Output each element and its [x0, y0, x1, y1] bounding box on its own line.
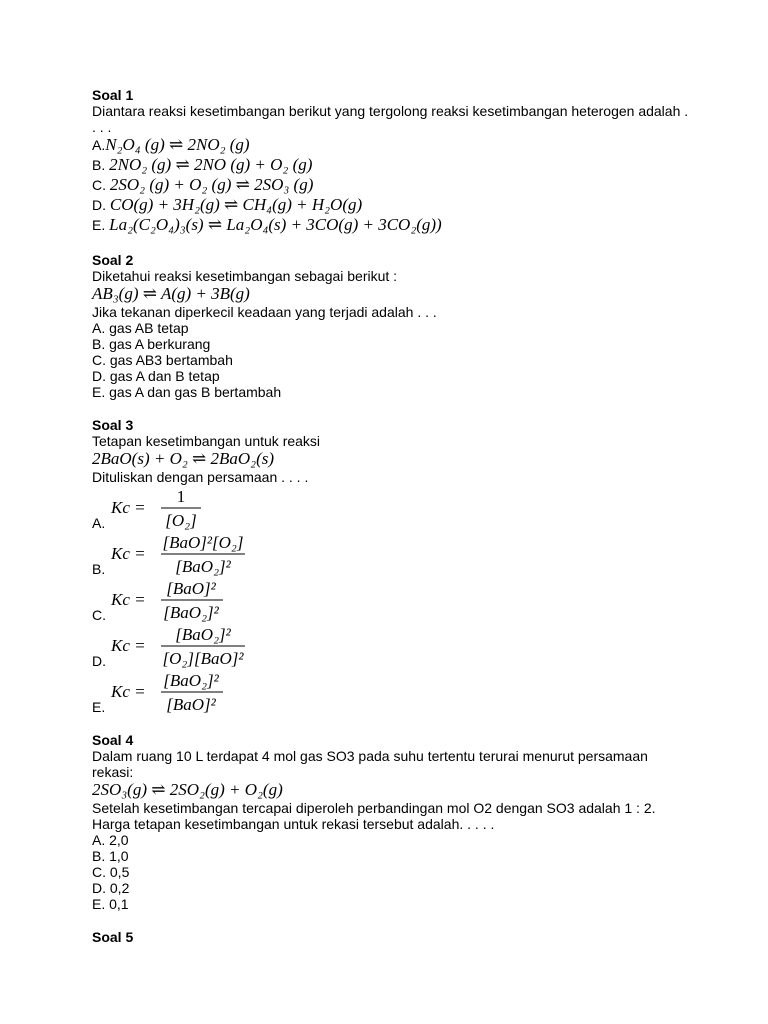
kc-lhs: Kc = [111, 590, 146, 609]
soal-4-option-a: A. 2,0 [92, 832, 129, 848]
option-label: A. [92, 515, 106, 531]
option-label: A. [92, 137, 106, 153]
soal-3-intro: Tetapan kesetimbangan untuk reaksi [92, 433, 321, 449]
kc-lhs: Kc = [111, 636, 146, 655]
soal-4-question: Setelah kesetimbangan tercapai diperoleh perbandingan mol O2 dengan SO3 adalah 1 : 2. Harga tetapan kesetimbangan untuk rekasi tersebut adalah. . . . . [92, 800, 656, 832]
option-equation: N₂O₄ (g) ⇌ 2NO₂ (g) [105, 135, 250, 154]
soal-2-equation: AB₃(g) ⇌ A(g) + 3B(g) [92, 284, 250, 303]
option-label: C. [92, 607, 106, 623]
soal-1-option-c [92, 175, 692, 195]
soal-3-question: Dituliskan dengan persamaan . . . . [92, 469, 309, 485]
soal-1-title: Soal 1 [92, 87, 134, 103]
option-equation: CO(g) + 3H₂(g) ⇌ CH₄(g) + H₂O(g) [109, 195, 363, 214]
option-label: D. [92, 197, 106, 213]
soal-3-option-e [92, 669, 692, 715]
option-label: B. [92, 157, 106, 173]
soal-4-intro: Dalam ruang 10 L terdapat 4 mol gas SO3 pada suhu tertentu terurai menurut persamaan rekasi: [92, 748, 648, 780]
soal-4 [92, 732, 692, 912]
fraction-denominator: [BaO]² [166, 695, 216, 714]
option-label: E. [92, 699, 106, 715]
fraction-numerator: [BaO₂]² [175, 625, 231, 644]
kc-lhs: Kc = [111, 682, 146, 701]
option-equation: 2SO₂ (g) + O₂ (g) ⇌ 2SO₃ (g) [109, 175, 314, 194]
fraction-formula [111, 669, 251, 715]
soal-1-option-d [92, 195, 692, 215]
soal-4-option-e: E. 0,1 [92, 896, 129, 912]
fraction-formula [111, 623, 271, 669]
soal-2-option-d: D. gas A dan B tetap [92, 368, 220, 384]
soal-2-option-c: C. gas AB3 bertambah [92, 352, 233, 368]
soal-3-option-a [92, 485, 692, 531]
kc-lhs: Kc = [111, 498, 146, 517]
soal-3-title: Soal 3 [92, 417, 134, 433]
fraction-numerator: [BaO]²[O₂] [162, 533, 244, 552]
soal-2-intro: Diketahui reaksi kesetimbangan sebagai berikut : [92, 268, 398, 284]
soal-2-option-b: B. gas A berkurang [92, 336, 211, 352]
fraction-formula [111, 485, 251, 531]
soal-3-option-c [92, 577, 692, 623]
soal-5-title: Soal 5 [92, 929, 134, 945]
fraction-numerator: 1 [176, 487, 186, 506]
soal-2-option-a: A. gas AB tetap [92, 320, 189, 336]
fraction-denominator: [O₂][BaO]² [162, 649, 244, 668]
soal-2-option-e: E. gas A dan gas B bertambah [92, 384, 282, 400]
soal-2-question: Jika tekanan diperkecil keadaan yang terjadi adalah . . . [92, 304, 437, 320]
fraction-numerator: [BaO]² [166, 579, 216, 598]
soal-2 [92, 252, 692, 400]
soal-4-equation: 2SO₃(g) ⇌ 2SO₂(g) + O₂(g) [92, 780, 283, 799]
document-page [92, 87, 692, 962]
fraction-formula [111, 531, 271, 577]
soal-3-option-b [92, 531, 692, 577]
soal-1-option-e [92, 215, 692, 235]
soal-1 [92, 87, 692, 235]
fraction-formula [111, 577, 251, 623]
soal-4-option-c: C. 0,5 [92, 864, 130, 880]
fraction-numerator: [BaO₂]² [163, 671, 219, 690]
option-equation: La₂(C₂O₄)₃(s) ⇌ La₂O₄(s) + 3CO(g) + 3CO₂(g)) [109, 215, 442, 234]
soal-4-title: Soal 4 [92, 732, 134, 748]
soal-4-option-d: D. 0,2 [92, 880, 130, 896]
option-equation: 2NO₂ (g) ⇌ 2NO (g) + O₂ (g) [109, 155, 313, 174]
fraction-denominator: [O₂] [165, 511, 197, 530]
soal-3-equation: 2BaO(s) + O₂ ⇌ 2BaO₂(s) [92, 449, 275, 468]
option-label: E. [92, 217, 106, 233]
option-label: C. [92, 177, 106, 193]
soal-3 [92, 417, 692, 715]
soal-1-option-a [92, 135, 692, 155]
soal-5 [92, 929, 692, 945]
fraction-denominator: [BaO₂]² [175, 557, 231, 576]
option-label: D. [92, 653, 106, 669]
soal-3-option-d [92, 623, 692, 669]
soal-4-option-b: B. 1,0 [92, 848, 129, 864]
kc-lhs: Kc = [111, 544, 146, 563]
fraction-denominator: [BaO₂]² [163, 603, 219, 622]
soal-2-title: Soal 2 [92, 252, 134, 268]
option-label: B. [92, 561, 106, 577]
soal-1-question: Diantara reaksi kesetimbangan berikut yang tergolong reaksi kesetimbangan heterogen adalah . . . . [92, 103, 689, 135]
soal-1-option-b [92, 155, 692, 175]
